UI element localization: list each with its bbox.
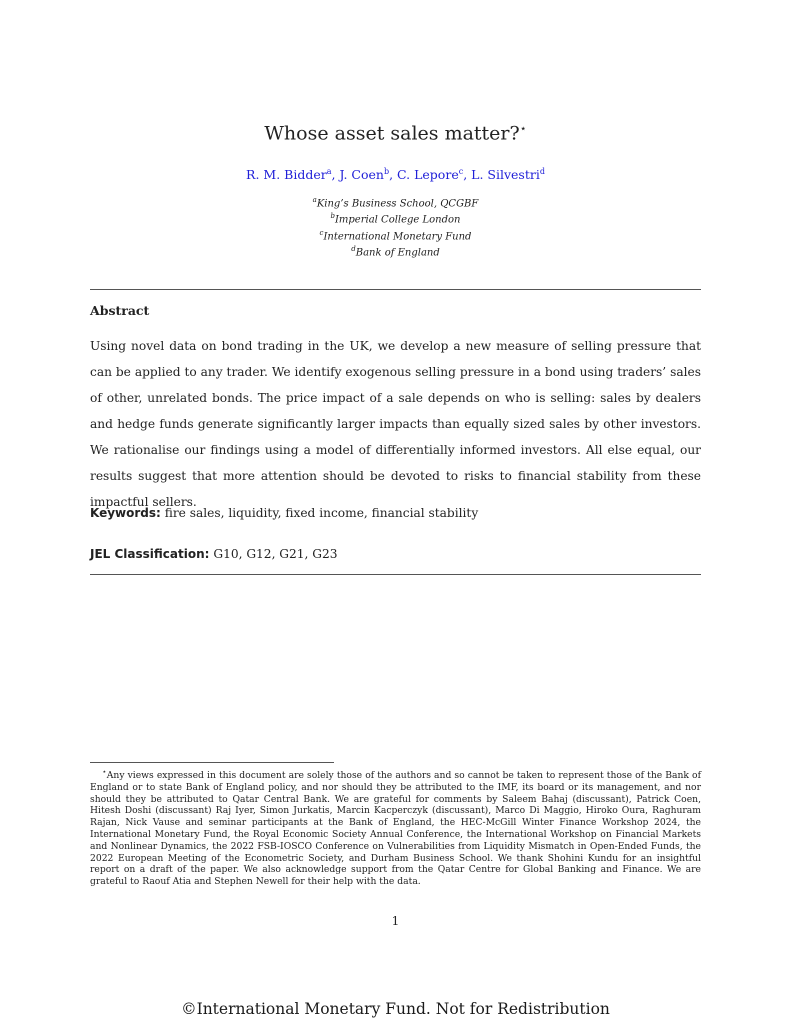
author-link[interactable]: L. Silvestri$^d$ xyxy=(471,167,545,183)
abstract-heading: Abstract xyxy=(90,303,150,318)
title-text: Whose asset sales matter? xyxy=(264,122,520,145)
footnote xyxy=(90,766,701,888)
title-footnote-mark: ⋆ xyxy=(519,122,527,135)
page-number: 1 xyxy=(391,914,400,928)
jel-classification xyxy=(90,547,701,561)
footnote-rule xyxy=(90,762,334,763)
abstract-top-rule xyxy=(90,289,701,290)
jel-label: JEL Classification: xyxy=(90,547,210,561)
author-link[interactable]: C. Lepore$^c$ xyxy=(397,167,464,183)
affiliation-list xyxy=(0,194,791,259)
author-separator: , xyxy=(463,167,472,183)
affiliation: $^d$Bank of England xyxy=(351,244,440,259)
author-list xyxy=(0,167,791,182)
paper-title xyxy=(0,122,791,144)
footnote-text: Any views expressed in this document are solely those of the authors and so cannot be taken to represent those of the Bank of England or to state Bank of England policy, and nor should they be attributed to the IMF, its board or its management, and nor should they be attributed to Qatar Central Bank. We are grateful for comments by Saleem Bahaj (discussant), Patrick Coen, Hitesh Doshi (discussant) Raj Iyer, Simon Jurkatis, Marcin Kacperczyk (discussant), Marco Di Maggio, Hiroko Oura, Raghuram Rajan, Nick Vause and seminar participants at the Bank of England, the HEC-McGill Winter Finance Workshop 2024, the International Monetary Fund, the Royal Economic Society Annual Conference, the International Workshop on Financial Markets and Nonlinear Dynamics, the 2022 FSB-IOSCO Conference on Vulnerabilities from Liquidity Mismatch in Open-Ended Funds, the 2022 European Meeting of the Econometric Society, and Durham Business School. We thank Shohini Kundu for an insightful report on a draft of the paper. We also acknowledge support from the Qatar Centre for Global Banking and Finance. We are grateful to Raouf Atia and Stephen Newell for their help with the data. xyxy=(90,770,701,888)
author-link[interactable]: R. M. Bidder$^a$ xyxy=(246,167,332,183)
footnote-mark: ⋆ xyxy=(102,767,107,776)
affiliation: $^a$King’s Business School, QCGBF xyxy=(312,196,479,210)
keywords xyxy=(90,506,701,520)
affiliation: $^c$International Monetary Fund xyxy=(319,228,472,242)
abstract-bottom-rule xyxy=(90,574,701,575)
abstract-text: Using novel data on bond trading in the UK, we develop a new measure of selling pressure that can be applied to any trader. We identify exogenous selling pressure in a bond using traders’ sales of other, unrelated bonds. The price impact of a sale depends on who is selling: sales by dealers and hedge funds generate significantly larger impacts than equally sized sales by other investors. We rationalise our findings using a model of differentially informed investors. All else equal, our results suggest that more attention should be devoted to risks to financial stability from these impactful sellers. xyxy=(90,339,701,509)
affiliation: $^b$Imperial College London xyxy=(330,212,461,226)
author-link[interactable]: J. Coen$^b$ xyxy=(339,167,390,183)
jel-value: G10, G12, G21, G23 xyxy=(213,547,338,561)
author-separator: , xyxy=(389,167,398,183)
keywords-label: Keywords: xyxy=(90,506,161,520)
author-separator: , xyxy=(331,167,340,183)
keywords-value: fire sales, liquidity, fixed income, financial stability xyxy=(164,506,479,520)
copyright-watermark: ©International Monetary Fund. Not for Redistribution xyxy=(181,1000,610,1018)
